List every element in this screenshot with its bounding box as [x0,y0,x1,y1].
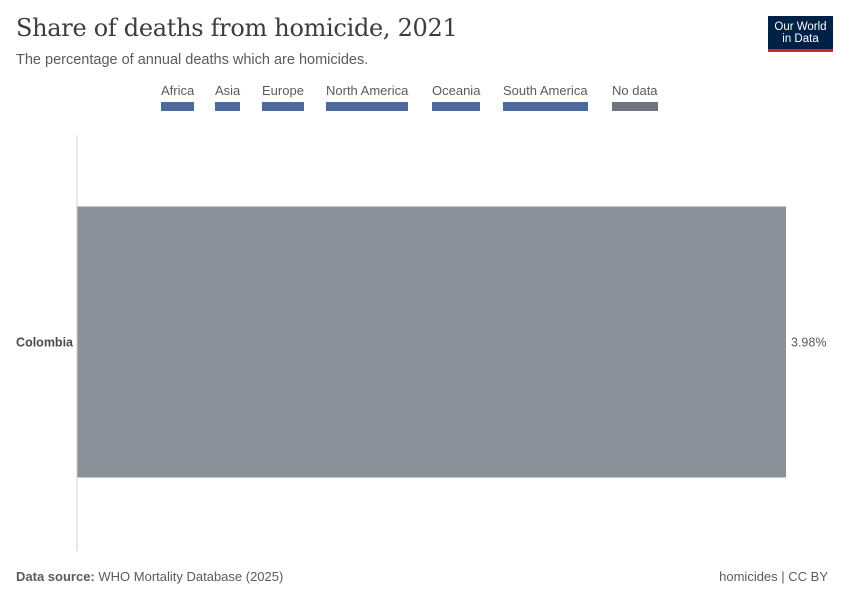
logo-line-2: in Data [782,32,819,45]
category-label: Colombia [16,335,73,350]
legend-label: Europe [262,83,304,98]
value-label: 3.98% [791,335,827,350]
chart-subtitle: The percentage of annual deaths which are homicides. [16,52,369,68]
legend-label: Africa [161,83,195,98]
bar-colombia[interactable] [78,207,787,478]
chart-plot-area [16,135,826,551]
legend-label: South America [503,83,588,98]
legend-label: Oceania [432,83,481,98]
legend-label: No data [612,83,658,98]
data-source-value[interactable]: WHO Mortality Database (2025) [98,569,284,584]
data-source [16,569,283,584]
chart-title: Share of deaths from homicide, 2021 [16,14,458,42]
logo-line-1: Our World [774,20,827,33]
data-source-label: Data source: [16,569,95,584]
legend-label: North America [326,83,409,98]
legend-label: Asia [215,83,241,98]
license-note[interactable]: homicides | CC BY [719,569,828,584]
